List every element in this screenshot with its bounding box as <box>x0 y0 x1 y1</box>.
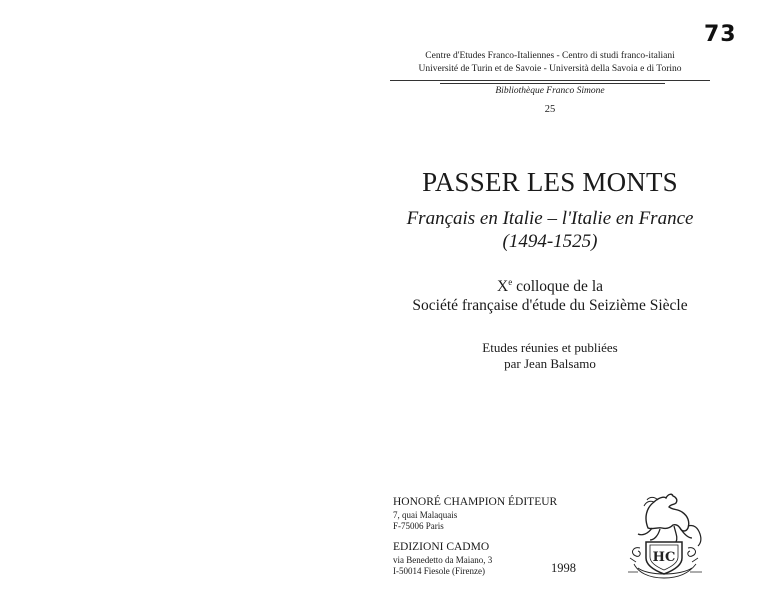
handwritten-page-number: 73 <box>704 22 737 47</box>
header-rule-top <box>390 80 710 81</box>
institution-line-1: Centre d'Etudes Franco-Italiennes - Centro di studi franco-italiani <box>425 51 675 61</box>
publisher-2-address-1: via Benedetto da Maiano, 3 <box>393 555 493 565</box>
publisher-1-name: HONORÉ CHAMPION ÉDITEUR <box>393 496 558 508</box>
publisher-1-address-1: 7, quai Malaquais <box>393 510 458 520</box>
institution-line-2: Université de Turin et de Savoie - Università della Savoia e di Torino <box>418 64 682 74</box>
editors-block <box>385 340 715 372</box>
subtitle-line-1: Français en Italie – l'Italie en France <box>406 208 694 229</box>
publisher-2-name: EDIZIONI CADMO <box>393 541 490 553</box>
subtitle-line-2: (1494-1525) <box>502 231 598 252</box>
volume-number: 25 <box>544 104 556 115</box>
colloque-line-1 <box>385 273 715 296</box>
page-title: PASSER LES MONTS <box>422 167 678 197</box>
publisher-2-address-2: I-50014 Fiesole (Firenze) <box>393 566 485 576</box>
editors-line-2: par Jean Balsamo <box>504 356 596 371</box>
institution-header <box>385 50 715 76</box>
subtitle-block <box>385 207 715 253</box>
colloque-block <box>385 273 715 315</box>
editors-line-1: Etudes réunies et publiées <box>482 340 618 355</box>
colloque-ordinal-suffix: e <box>508 277 513 287</box>
colloque-line-1-rest: colloque de la <box>512 278 604 295</box>
colloque-ordinal: X <box>496 278 509 295</box>
collection-name: Bibliothèque Franco Simone <box>495 86 605 96</box>
publisher-1-address-2: F-75006 Paris <box>393 521 444 531</box>
publisher-2-block <box>393 541 492 577</box>
publication-year: 1998 <box>551 561 576 575</box>
publisher-1-block <box>393 496 557 532</box>
header-rule-bottom <box>440 83 665 84</box>
rearing-horse-emblem-icon <box>618 488 710 580</box>
logo-lettering: HC <box>652 550 676 565</box>
colloque-line-2: Société française d'étude du Seizième Siècle <box>412 297 688 314</box>
